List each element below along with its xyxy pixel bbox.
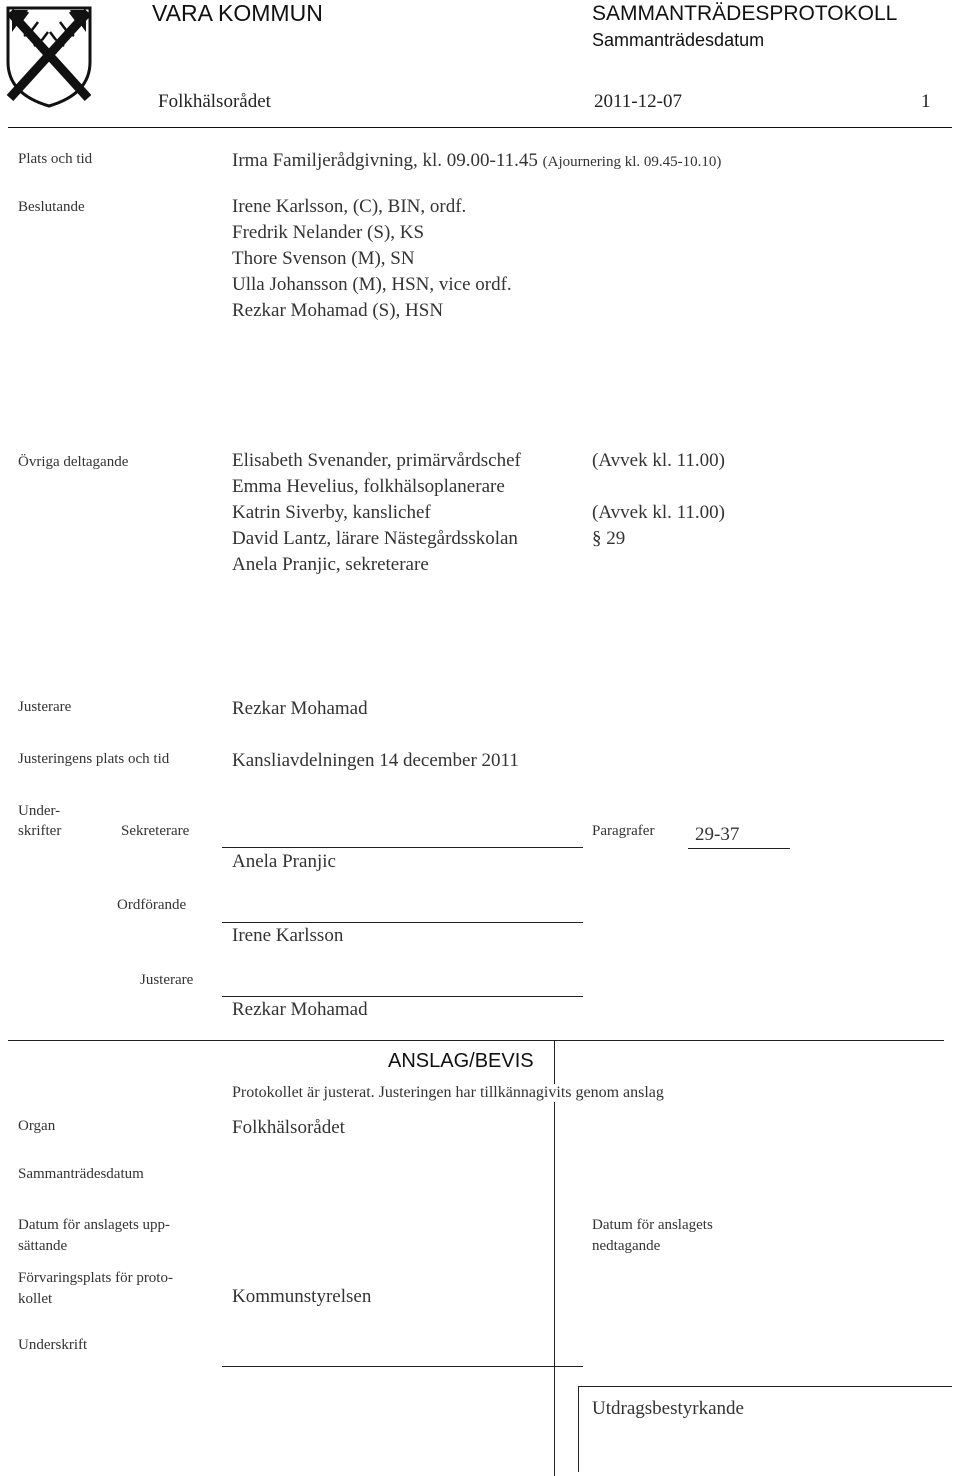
header-body: Folkhälsorådet	[158, 91, 271, 112]
other-3-note: (Avvek kl. 11.00)	[592, 502, 725, 523]
decider-2: Fredrik Nelander (S), KS	[232, 222, 425, 243]
notice-text: Protokollet är justerat. Justeringen har tillkännagivits genom anslag	[232, 1084, 664, 1101]
meeting-date-notice-label: Sammanträdesdatum	[18, 1166, 144, 1182]
decider-5: Rezkar Mohamad (S), HSN	[232, 300, 444, 321]
municipality-name: VARA KOMMUN	[152, 0, 323, 26]
chair-name: Irene Karlsson	[232, 925, 344, 946]
secretary-label: Sekreterare	[121, 823, 190, 839]
secretary-signature-line	[222, 847, 583, 848]
adjuster-value: Rezkar Mohamad	[232, 698, 368, 719]
signature-label: Underskrift	[18, 1337, 88, 1353]
paragraphs-value: 29-37	[695, 824, 740, 845]
other-3-name: Katrin Siverby, kanslichef	[232, 502, 431, 523]
document-type: SAMMANTRÄDESPROTOKOLL	[592, 2, 898, 25]
removed-date-label-1: Datum för anslagets	[592, 1217, 713, 1233]
removed-date-label-2: nedtagande	[592, 1238, 661, 1254]
adjuster-sign-label: Justerare	[140, 972, 194, 988]
other-4-name: David Lantz, lärare Nästegårdsskolan	[232, 528, 518, 549]
signatures-label-2: skrifter	[18, 823, 62, 839]
notice-vertical-divider	[554, 1040, 555, 1476]
decider-3: Thore Svenson (M), SN	[232, 248, 415, 269]
place-value	[232, 150, 721, 170]
others-label: Övriga deltagande	[18, 454, 129, 470]
notice-title: ANSLAG/BEVIS	[388, 1050, 534, 1072]
decider-4: Ulla Johansson (M), HSN, vice ordf.	[232, 274, 512, 295]
posted-date-label-2: sättande	[18, 1238, 68, 1254]
place-main: Irma Familjerådgivning, kl. 09.00-11.45	[232, 150, 538, 170]
meeting-date-label: Sammanträdesdatum	[592, 30, 765, 50]
adjuster-label: Justerare	[18, 699, 72, 715]
other-5-name: Anela Pranjic, sekreterare	[232, 554, 429, 575]
organ-label: Organ	[18, 1118, 56, 1134]
municipal-coat-of-arms	[4, 2, 94, 110]
adjuster-signature-line	[222, 996, 583, 997]
other-4-note: § 29	[592, 528, 626, 549]
paragraphs-label: Paragrafer	[592, 823, 655, 839]
signatures-label-1: Under-	[18, 803, 61, 819]
adjuster-sign-name: Rezkar Mohamad	[232, 999, 368, 1020]
certified-label: Utdragsbestyrkande	[592, 1398, 744, 1419]
notice-signature-line	[222, 1366, 583, 1367]
deciders-label: Beslutande	[18, 199, 85, 215]
page-number: 1	[921, 91, 931, 112]
storage-label-2: kollet	[18, 1291, 53, 1307]
paragraphs-line	[688, 848, 790, 849]
notice-divider	[8, 1040, 944, 1041]
header-divider	[8, 127, 952, 128]
adjust-place-label: Justeringens plats och tid	[18, 751, 170, 767]
certified-box-left	[578, 1386, 579, 1472]
storage-label-1: Förvaringsplats för proto-	[18, 1270, 173, 1286]
other-1-note: (Avvek kl. 11.00)	[592, 450, 725, 471]
header-date: 2011-12-07	[594, 91, 682, 112]
chair-signature-line	[222, 922, 583, 923]
posted-date-label-1: Datum för anslagets upp-	[18, 1217, 171, 1233]
storage-value: Kommunstyrelsen	[232, 1286, 372, 1307]
place-label: Plats och tid	[18, 151, 93, 167]
adjust-place-value: Kansliavdelningen 14 december 2011	[232, 750, 519, 771]
place-note: (Ajournering kl. 09.45-10.10)	[542, 154, 722, 170]
decider-1: Irene Karlsson, (C), BIN, ordf.	[232, 196, 467, 217]
chair-label: Ordförande	[117, 897, 187, 913]
secretary-name: Anela Pranjic	[232, 851, 336, 872]
other-1-name: Elisabeth Svenander, primärvårdschef	[232, 450, 521, 471]
organ-value: Folkhälsorådet	[232, 1117, 345, 1138]
certified-box-top	[578, 1386, 952, 1387]
other-2-name: Emma Hevelius, folkhälsoplanerare	[232, 476, 505, 497]
